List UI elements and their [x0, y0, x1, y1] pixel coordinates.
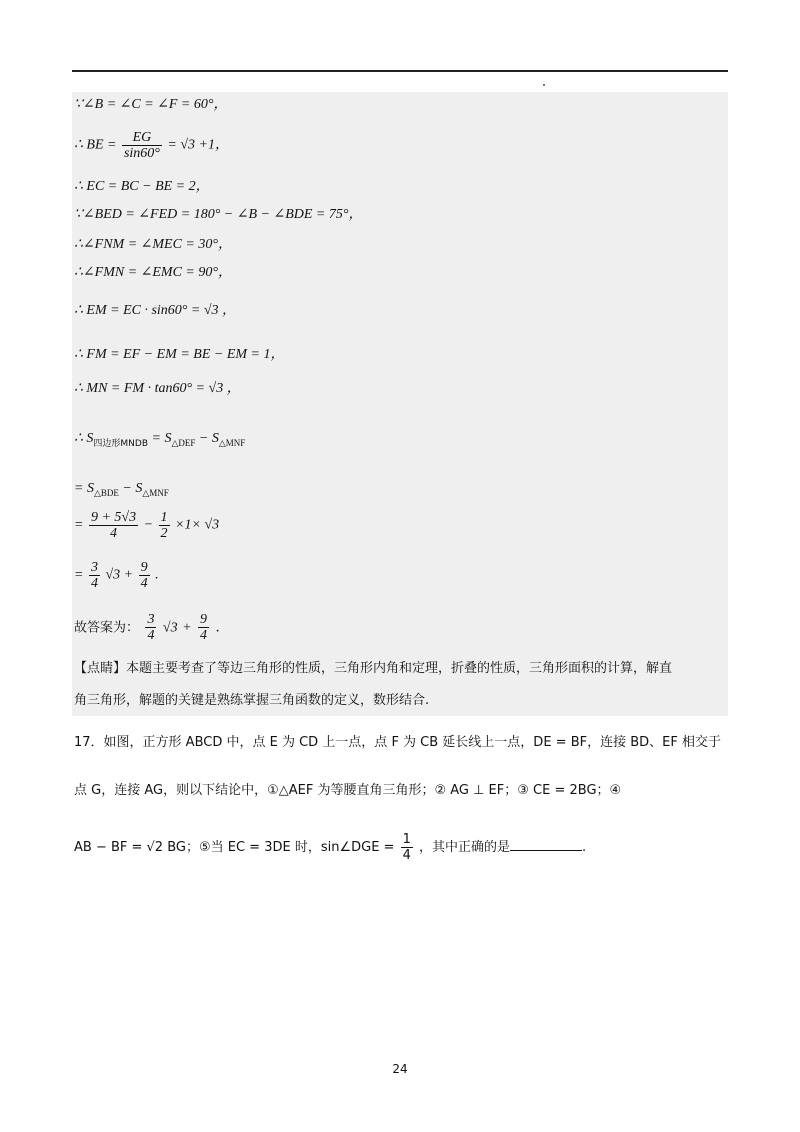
answer-blank[interactable]	[510, 838, 582, 851]
solution-line-10: ∴ $S_{四边形MNDB} = S_{\triangle DEF} - S_{\triangle MNF}$	[74, 431, 246, 449]
solution-line-2: ∴ BE = $\frac{EG}{\sin 60^\circ}$ = √3 +1，	[74, 130, 229, 161]
problem17-line-3: AB − BF = √2 BG；⑤当 EC = 3DE 时，sin∠DGE = $\frac{1}{4}$ ，其中正确的是 .	[74, 832, 587, 863]
solution-line-9: ∴ MN = FM · tan60° = √3 ，	[74, 381, 241, 396]
solution-line-5: ∴∠FNM = ∠MEC = 30°，	[74, 237, 232, 252]
comment-line-2: 角三角形，解题的关键是熟练掌握三角函数的定义，数形结合.	[74, 693, 430, 708]
solution-line-12: = $\frac{9 + 5√3}{4}$ − $\frac{1}{2}$ ×1× √3	[74, 510, 220, 541]
solution-line-8: ∴ FM = EF − EM = BE − EM = 1，	[74, 347, 285, 362]
header-rule	[72, 70, 728, 72]
solution-line-7: ∴ EM = EC · sin60° = √3 ，	[74, 303, 237, 318]
page-number: 24	[392, 1062, 408, 1076]
problem17-line-1: 17．如图，正方形 ABCD 中，点 E 为 CD 上一点，点 F 为 CB 延长线上一点，DE = BF，连接 BD、EF 相交于	[74, 735, 721, 750]
header-dot	[543, 84, 545, 86]
solution-line-6: ∴∠FMN = ∠EMC = 90°，	[74, 265, 232, 280]
answer-line: 故答案为： $\frac{3}{4}$ √3 + $\frac{9}{4}$ .	[74, 612, 220, 643]
problem17-line-2: 点 G，连接 AG，则以下结论中，①△AEF 为等腰直角三角形；② AG ⊥ EF；③ CE = 2BG；④	[74, 783, 622, 798]
solution-line-1: ∵∠B = ∠C = ∠F = 60°，	[74, 97, 228, 112]
solution-line-4: ∵∠BED = ∠FED = 180° − ∠B − ∠BDE = 75°，	[74, 207, 363, 222]
solution-line-13: = $\frac{3}{4}$ √3 + $\frac{9}{4}$ .	[74, 560, 159, 591]
solution-line-3: ∴ EC = BC − BE = 2，	[74, 179, 210, 194]
solution-line-11: = $S_{\triangle BDE} - S_{\triangle MNF}$	[74, 481, 169, 498]
comment-line-1: 【点睛】本题主要考查了等边三角形的性质，三角形内角和定理，折叠的性质，三角形面积的计算，解直	[74, 661, 673, 676]
